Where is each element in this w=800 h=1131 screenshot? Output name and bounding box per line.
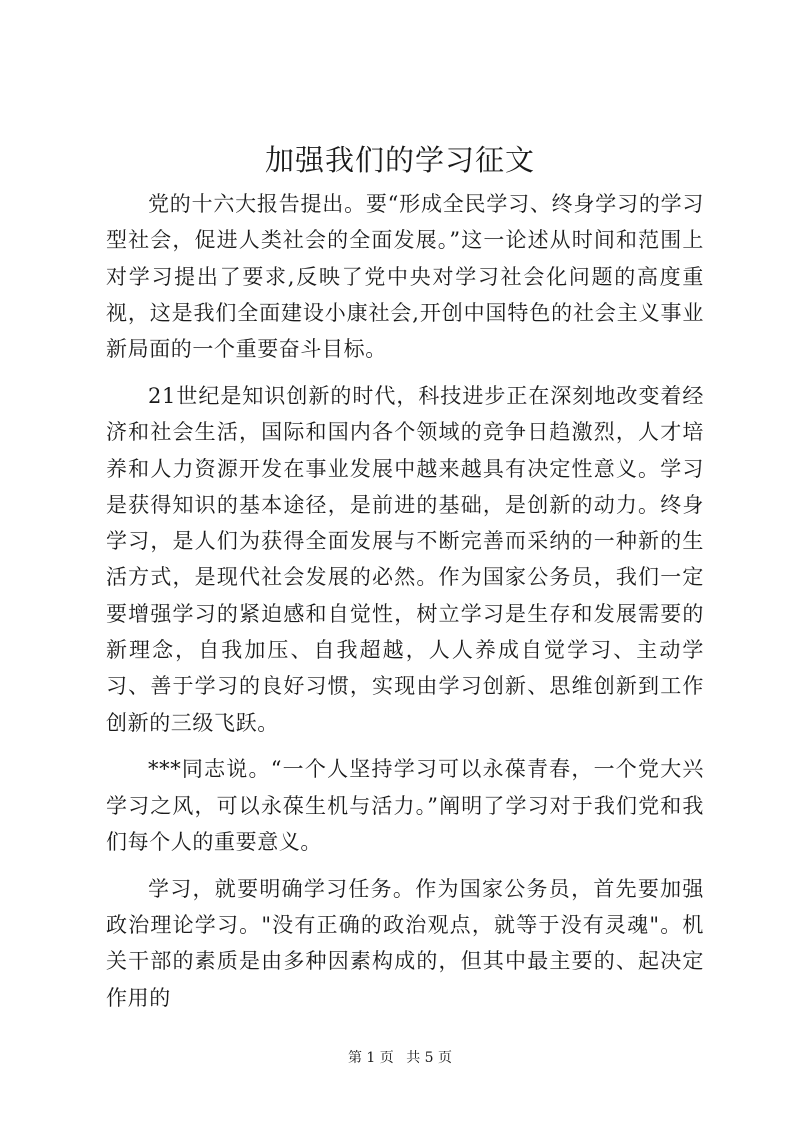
paragraph-3: ***同志说。“一个人坚持学习可以永葆青春，一个党大兴学习之风，可以永葆生机与活力。”阐明了学习对于我们党和我们每个人的重要意义。 xyxy=(106,757,704,855)
paragraph-4: 学习，就要明确学习任务。作为国家公务员，首先要加强政治理论学习。"没有正确的政治观点，就等于没有灵魂"。机关干部的素质是由多种因素构成的，但其中最主要的、起决定作用的 xyxy=(106,876,704,1010)
page-total: 共 5 页 xyxy=(406,1050,453,1066)
document-body xyxy=(106,186,704,1016)
document-title: 加强我们的学习征文 xyxy=(264,143,535,177)
paragraph-2: 21世纪是知识创新的时代，科技进步正在深刻地改变着经济和社会生活，国际和国内各个领域的竞争日趋激烈，人才培养和人力资源开发在事业发展中越来越具有决定性意义。学习是获得知识的基本途径，是前进的基础，是创新的动力。终身学习，是人们为获得全面发展与不断完善而采纳的一种新的生活方式，是现代社会发展的必然。作为国家公务员，我们一定要增强学习的紧迫感和自觉性，树立学习是生存和发展需要的新理念，自我加压、自我超越，人人养成自觉学习、主动学习、善于学习的良好习惯，实现由学习创新、思维创新到工作创新的三级飞跃。 xyxy=(106,383,704,735)
page-footer xyxy=(0,1048,800,1068)
paragraph-1: 党的十六大报告提出。要“形成全民学习、终身学习的学习型社会，促进人类社会的全面发展。”这一论述从时间和范围上对学习提出了要求,反映了党中央对学习社会化问题的高度重视，这是我们全面建设小康社会,开创中国特色的社会主义事业新局面的一个重要奋斗目标。 xyxy=(106,192,704,362)
page-number: 第 1 页 xyxy=(347,1050,394,1066)
